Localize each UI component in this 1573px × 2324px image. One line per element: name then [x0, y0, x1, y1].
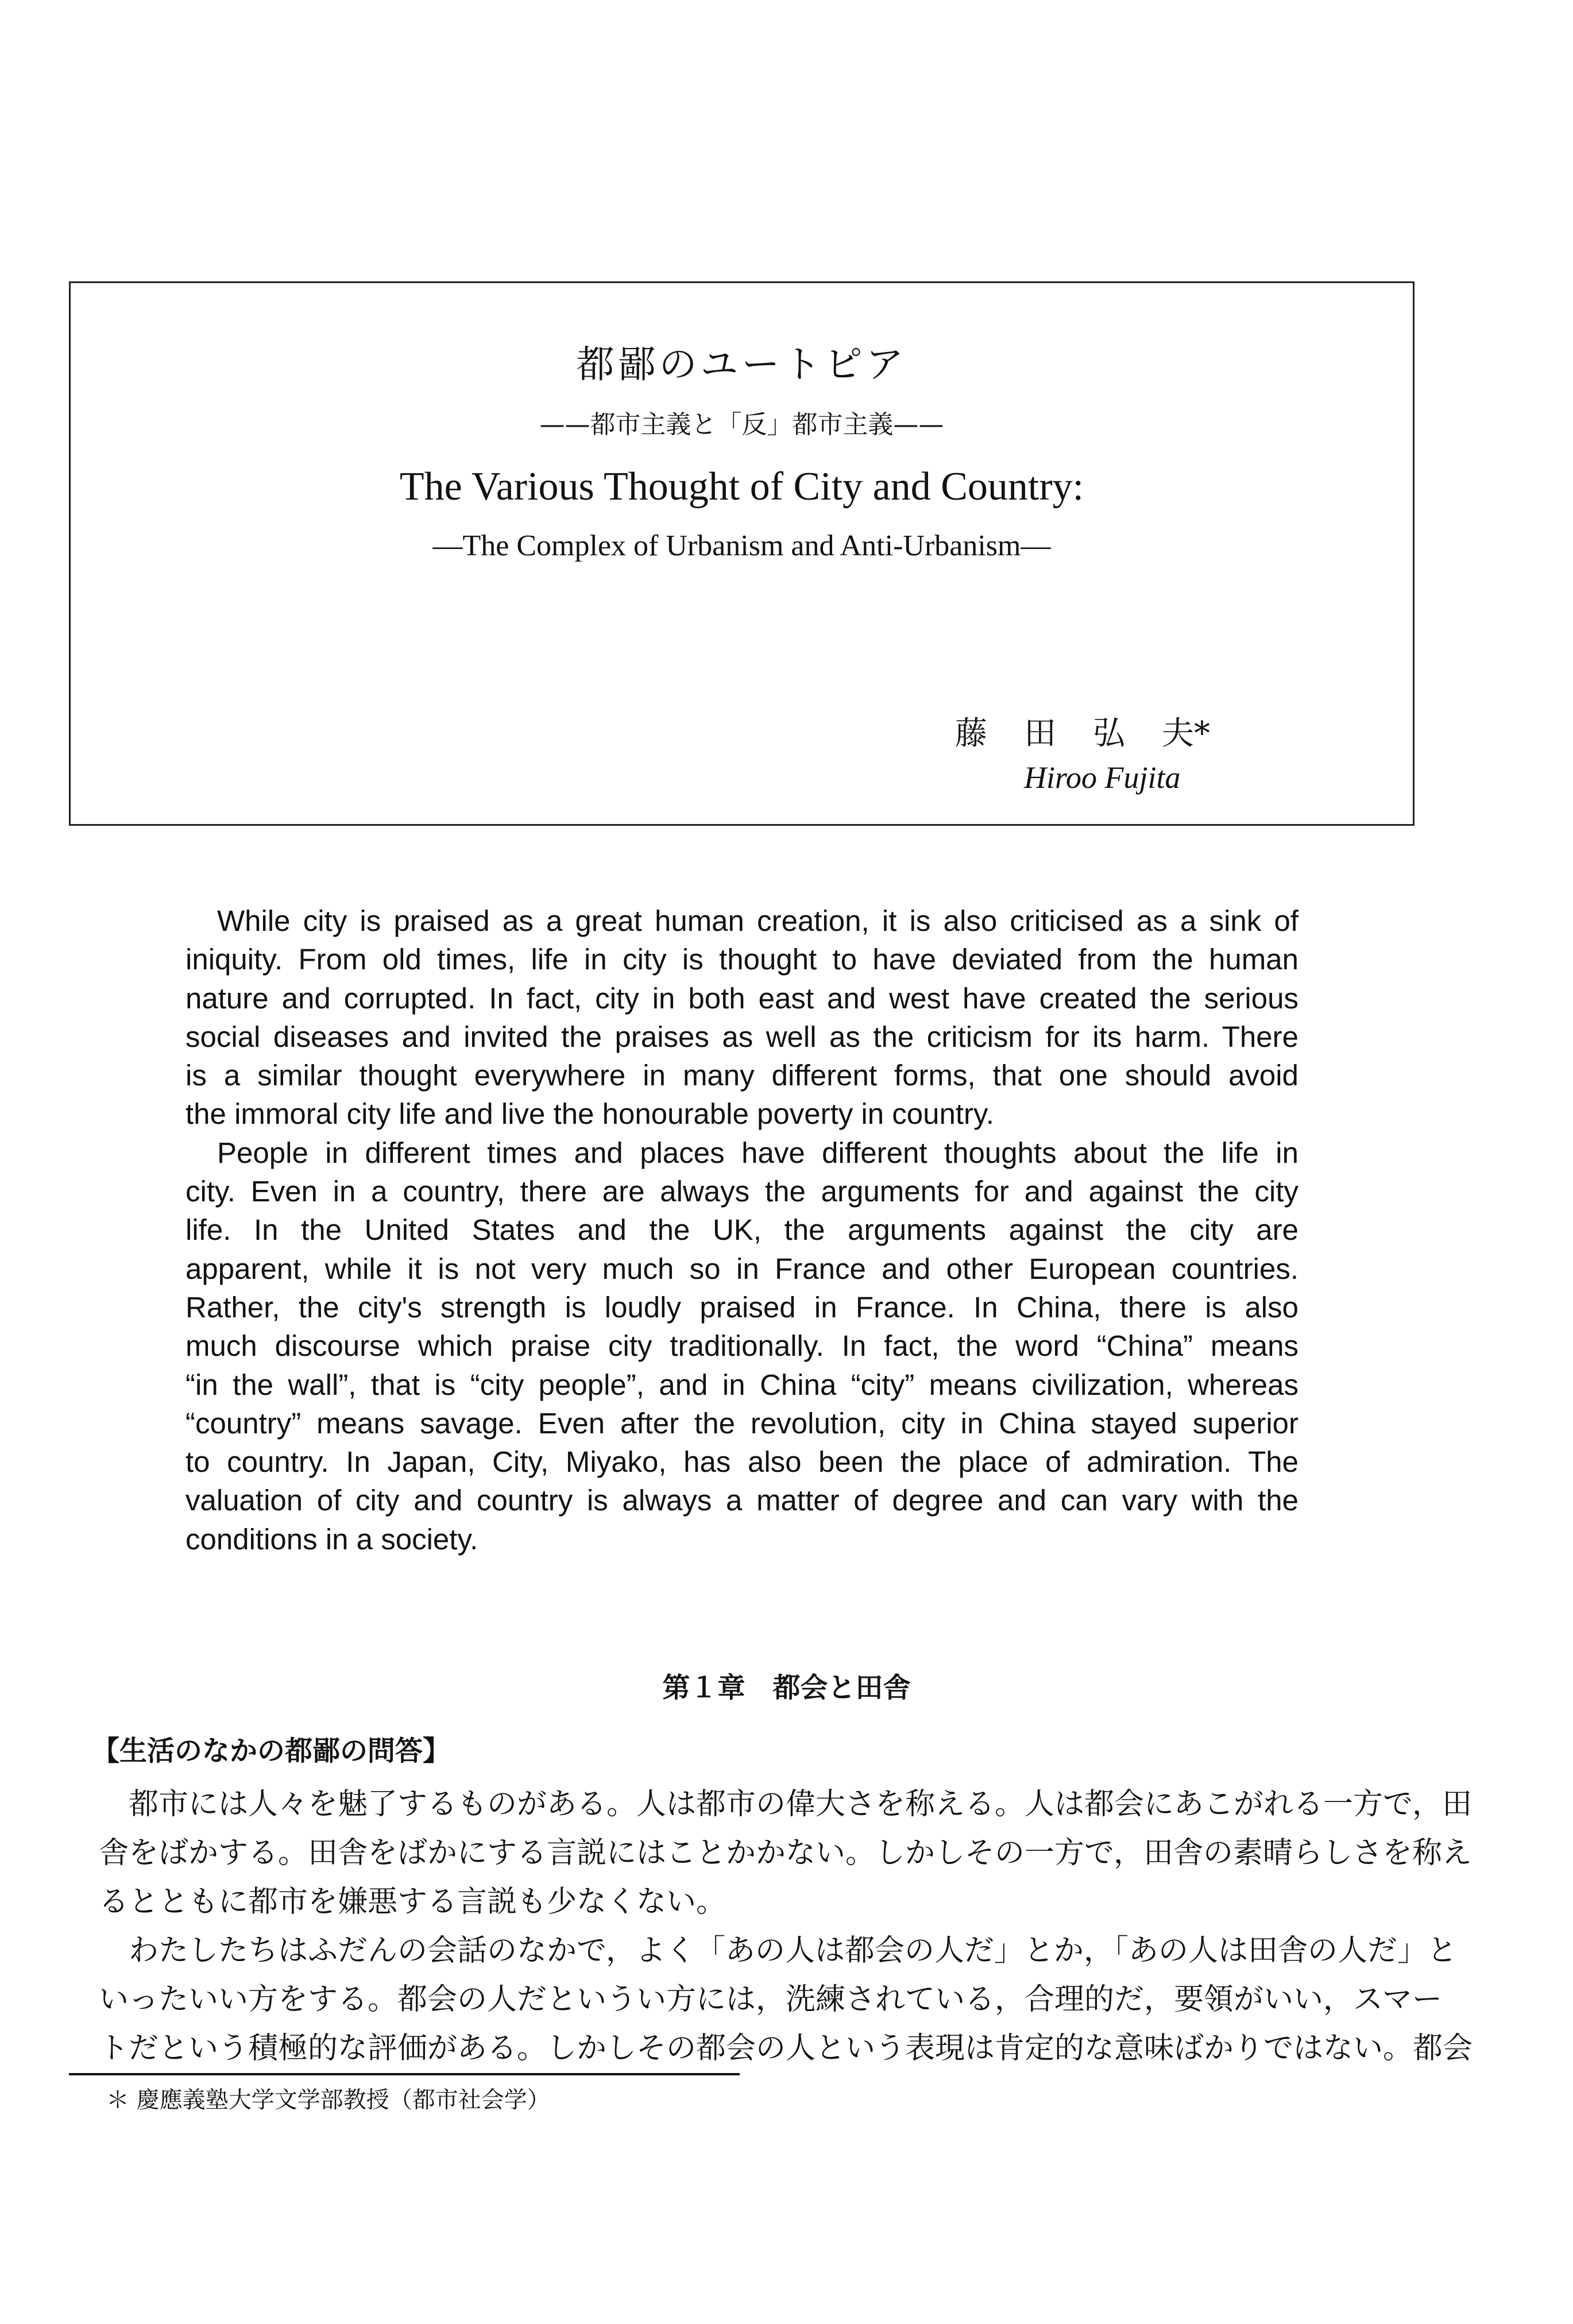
abstract-line: life. In the United States and the UK, the arguments against the city are — [185, 1213, 1298, 1247]
author-name-japanese — [955, 708, 1231, 754]
body-line: いったいい方をする。都会の人だというい方には，洗練されている，合理的だ，要領がいい，スマー — [99, 1982, 1442, 2017]
abstract-line: city. Even in a country, there are always the arguments for and against the city — [185, 1175, 1298, 1208]
english-subtitle: —The Complex of Urbanism and Anti-Urbanism— — [432, 529, 1051, 562]
footnote: ＊ 慶應義塾大学文学部教授（都市社会学） — [106, 2087, 550, 2113]
abstract-line: the immoral city life and live the honourable poverty in country. — [185, 1097, 994, 1131]
japanese-subtitle: ——都市主義と「反」都市主義—— — [539, 410, 944, 439]
body-line: わたしたちはふだんの会話のなかで，よく「あの人は都会の人だ」とか，「あの人は田舎の人だ」と — [129, 1934, 1457, 1968]
author-char: 弘 — [1093, 715, 1125, 752]
footnote-divider — [69, 2073, 740, 2075]
chapter-heading: 第１章 都会と田舎 — [662, 1672, 911, 1704]
japanese-title: 都鄙のユートピア — [576, 342, 907, 386]
body-line: 都市には人々を魅了するものがある。人は都市の偉大さを称える。人は都会にあこがれる一方で，田 — [129, 1787, 1472, 1822]
title-box — [69, 281, 1414, 826]
section-heading: 【生活のなかの都鄙の問答】 — [92, 1735, 451, 1767]
abstract-line: “in the wall”, that is “city people”, and in China “city” means civilization, whereas — [185, 1368, 1298, 1401]
body-line: るとともに都市を嫌悪する言説も少なくない。 — [99, 1885, 726, 1919]
body-line: トだという積極的な評価がある。しかしその都会の人という表現は肯定的な意味ばかりではない。都会 — [99, 2031, 1473, 2066]
abstract — [185, 902, 1298, 1559]
body-text — [99, 1780, 1473, 2073]
abstract-line: apparent, while it is not very much so in France and other European countries. — [185, 1252, 1298, 1285]
abstract-line: “country” means savage. Even after the revolution, city in China stayed superior — [185, 1406, 1298, 1440]
author-char: 田 — [1024, 715, 1056, 752]
abstract-line: nature and corrupted. In fact, city in both east and west have created the serious — [185, 981, 1298, 1015]
abstract-line: valuation of city and country is always a matter of degree and can vary with the — [185, 1484, 1298, 1517]
abstract-line: Rather, the city's strength is loudly praised in France. In China, there is also — [185, 1290, 1298, 1324]
abstract-line: While city is praised as a great human creation, it is also criticised as a sink of — [217, 904, 1298, 937]
abstract-line: is a similar thought everywhere in many different forms, that one should avoid — [185, 1059, 1298, 1092]
english-title: The Various Thought of City and Country: — [399, 465, 1084, 509]
abstract-line: much discourse which praise city traditionally. In fact, the word “China” means — [185, 1329, 1298, 1363]
abstract-line: iniquity. From old times, life in city is thought to have deviated from the human — [185, 943, 1298, 976]
abstract-line: People in different times and places have different thoughts about the life in — [217, 1136, 1298, 1169]
abstract-line: social diseases and invited the praises as well as the criticism for its harm. There — [185, 1020, 1298, 1053]
author-char: 夫* — [1162, 715, 1210, 752]
abstract-line: to country. In Japan, City, Miyako, has also been the place of admiration. The — [185, 1445, 1298, 1479]
author-char: 藤 — [955, 715, 987, 752]
body-line: 舎をばかする。田舎をばかにする言説にはことかかない。しかしその一方で，田舎の素晴らしさを称え — [99, 1836, 1472, 1870]
author-name-english: Hiroo Fujita — [1024, 760, 1181, 795]
abstract-line: conditions in a society. — [185, 1522, 478, 1556]
